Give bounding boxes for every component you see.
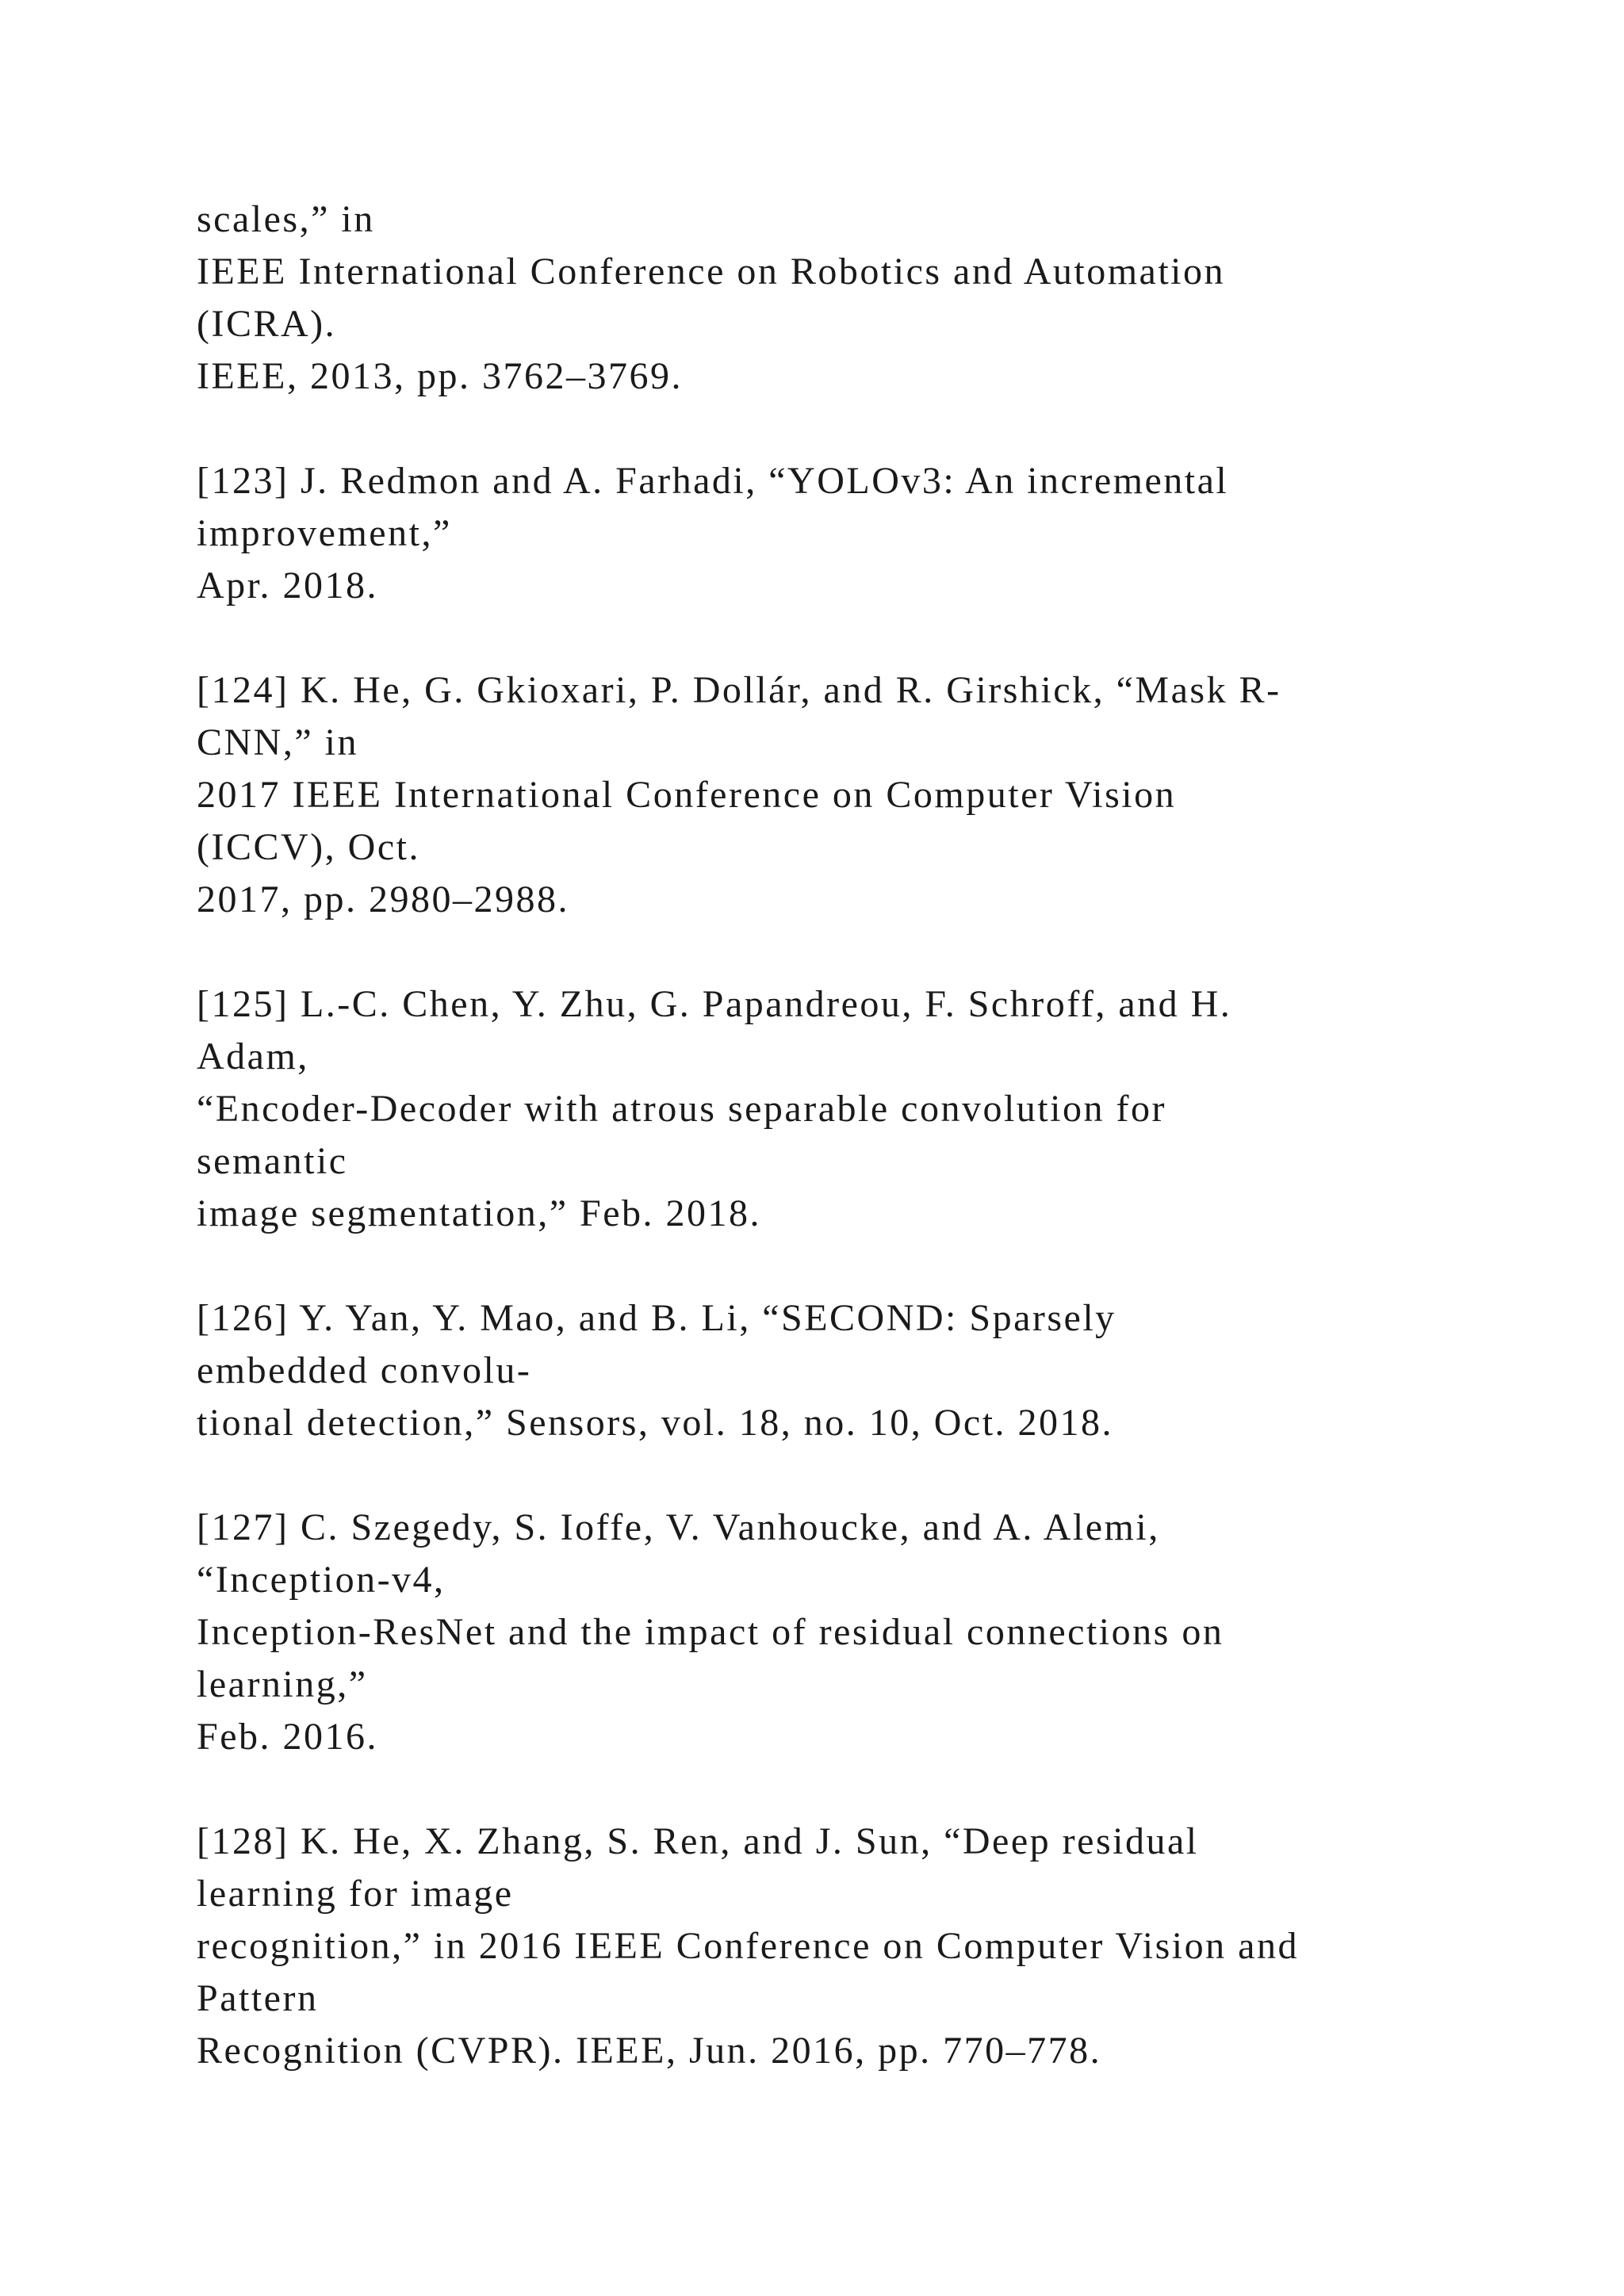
reference-entry-123 (197, 455, 1545, 612)
reference-entry-128 (197, 1816, 1545, 2077)
reference-line: “Inception-v4, (197, 1559, 446, 1601)
reference-line: learning,” (197, 1663, 368, 1705)
reference-line: Recognition (CVPR). IEEE, Jun. 2016, pp. 770–778. (197, 2030, 1102, 2072)
reference-line: 2017, pp. 2980–2988. (197, 878, 569, 920)
reference-line: [123] J. Redmon and A. Farhadi, “YOLOv3: An incremental (197, 460, 1229, 502)
reference-line: improvement,” (197, 512, 452, 554)
reference-line: IEEE, 2013, pp. 3762–3769. (197, 355, 683, 397)
reference-line: Adam, (197, 1035, 309, 1077)
reference-line: [127] C. Szegedy, S. Ioffe, V. Vanhoucke, and A. Alemi, (197, 1506, 1160, 1548)
reference-line: [124] K. He, G. Gkioxari, P. Dollár, and R. Girshick, “Mask R- (197, 669, 1281, 711)
reference-line: CNN,” in (197, 721, 358, 763)
reference-list (197, 193, 1545, 2077)
reference-line: IEEE International Conference on Robotics and Automation (197, 251, 1226, 293)
reference-entry-127 (197, 1502, 1545, 1763)
reference-line: Feb. 2016. (197, 1716, 378, 1758)
reference-line: “Encoder-Decoder with atrous separable convolution for (197, 1088, 1166, 1130)
reference-line: tional detection,” Sensors, vol. 18, no. 10, Oct. 2018. (197, 1402, 1114, 1444)
reference-line: Pattern (197, 1977, 319, 2019)
reference-line: Apr. 2018. (197, 564, 378, 607)
reference-line: semantic (197, 1140, 348, 1182)
reference-line: (ICCV), Oct. (197, 826, 420, 868)
reference-line: scales,” in (197, 198, 375, 240)
reference-line: image segmentation,” Feb. 2018. (197, 1192, 762, 1234)
reference-entry-122-continued (197, 193, 1545, 403)
reference-line: 2017 IEEE International Conference on Computer Vision (197, 774, 1177, 816)
reference-line: [128] K. He, X. Zhang, S. Ren, and J. Sun, “Deep residual (197, 1820, 1199, 1862)
reference-entry-126 (197, 1292, 1545, 1449)
reference-line: recognition,” in 2016 IEEE Conference on Computer Vision and (197, 1925, 1299, 1967)
reference-line: [126] Y. Yan, Y. Mao, and B. Li, “SECOND: Sparsely (197, 1297, 1116, 1339)
reference-entry-125 (197, 978, 1545, 1240)
reference-line: Inception-ResNet and the impact of residual connections on (197, 1611, 1224, 1653)
reference-line: (ICRA). (197, 303, 337, 345)
reference-line: [125] L.-C. Chen, Y. Zhu, G. Papandreou, F. Schroff, and H. (197, 983, 1232, 1025)
reference-line: embedded convolu- (197, 1349, 532, 1391)
reference-entry-124 (197, 664, 1545, 926)
reference-line: learning for image (197, 1873, 514, 1915)
